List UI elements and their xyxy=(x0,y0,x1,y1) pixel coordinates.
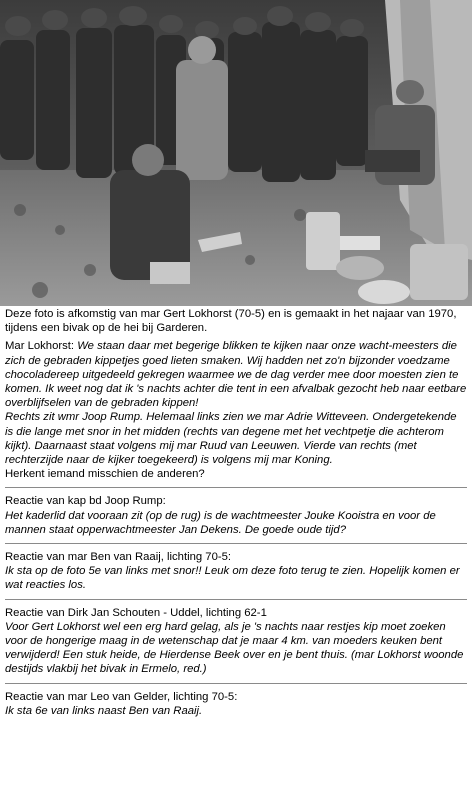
divider xyxy=(5,599,467,600)
lokhorst-quote: We staan daar met begerige blikken te kijken naar onze wacht-meesters die zich de gebraden kippetjes goed lieten smaken. Wij hadden net zo'n bijzonder voedzame chocoladereep uitgedeeld gekregen waarmee we de dag verder mee door moesten zien te komen. Ik weet nog dat ik 's nachts achter die tent in een afvalbak gezocht heb naar eetbare overblijfselen van de gebraden kippen! xyxy=(5,340,467,410)
reaction-text: Voor Gert Lokhorst wel een erg hard gelag, als je 's nachts naar restjes kip moet zoeken voor de hongerige maag in de wetenschap dat je maar 4 km. van moeders keuken bent verwijderd! Een stuk heide, de Hierdense Beek over en je bent thuis. (mar Lokhorst woonde destijds vlakbij het bivak in Ermelo, red.) xyxy=(5,620,464,676)
divider xyxy=(5,683,467,684)
reaction-header: Reactie van mar Ben van Raaij, lichting 70-5: xyxy=(5,551,232,564)
divider xyxy=(5,487,467,488)
photo-image xyxy=(0,0,472,306)
reaction-text: Het kaderlid dat vooraan zit (op de rug) is de wachtmeester Jouke Kooistra en voor de mannen staat opperwachtmeester Jan Dekens. De goede oude tijd? xyxy=(5,509,436,536)
reaction-header: Reactie van Dirk Jan Schouten - Uddel, lichting 62-1 xyxy=(5,606,267,619)
reaction-text: Ik sta 6e van links naast Ben van Raaij. xyxy=(5,704,203,717)
lokhorst-identification: Rechts zit wmr Joop Rump. Helemaal links zien we mar Adrie Witteveen. Ondergetekende is die lange met snor in het midden (rechts van degene met het vechtpetje die achterom kijkt). Daarnaast staat volgens mij mar Ruud van Leeuwen. Vierde van rechts (met rechterzijde naar de kijker toegekeerd) is volgens mij mar Koning. xyxy=(5,411,457,467)
divider xyxy=(5,543,467,544)
lokhorst-quote-paragraph xyxy=(5,339,467,410)
intro-text: Deze foto is afkomstig van mar Gert Lokhorst (70-5) en is gemaakt in het najaar van 1970, tijdens een bivak op de hei bij Garderen. xyxy=(5,308,457,335)
bivouac-photo xyxy=(0,0,472,306)
reaction-text: Ik sta op de foto 5e van links met snor!! Leuk om deze foto terug te zien. Hopelijk komen er wat reacties los. xyxy=(5,565,460,592)
lokhorst-label: Mar Lokhorst: xyxy=(5,340,78,353)
lokhorst-question: Herkent iemand misschien de anderen? xyxy=(5,468,205,481)
reaction-header: Reactie van kap bd Joop Rump: xyxy=(5,495,166,508)
article-text xyxy=(5,307,467,718)
reaction-header: Reactie van mar Leo van Gelder, lichting 70-5: xyxy=(5,690,238,703)
